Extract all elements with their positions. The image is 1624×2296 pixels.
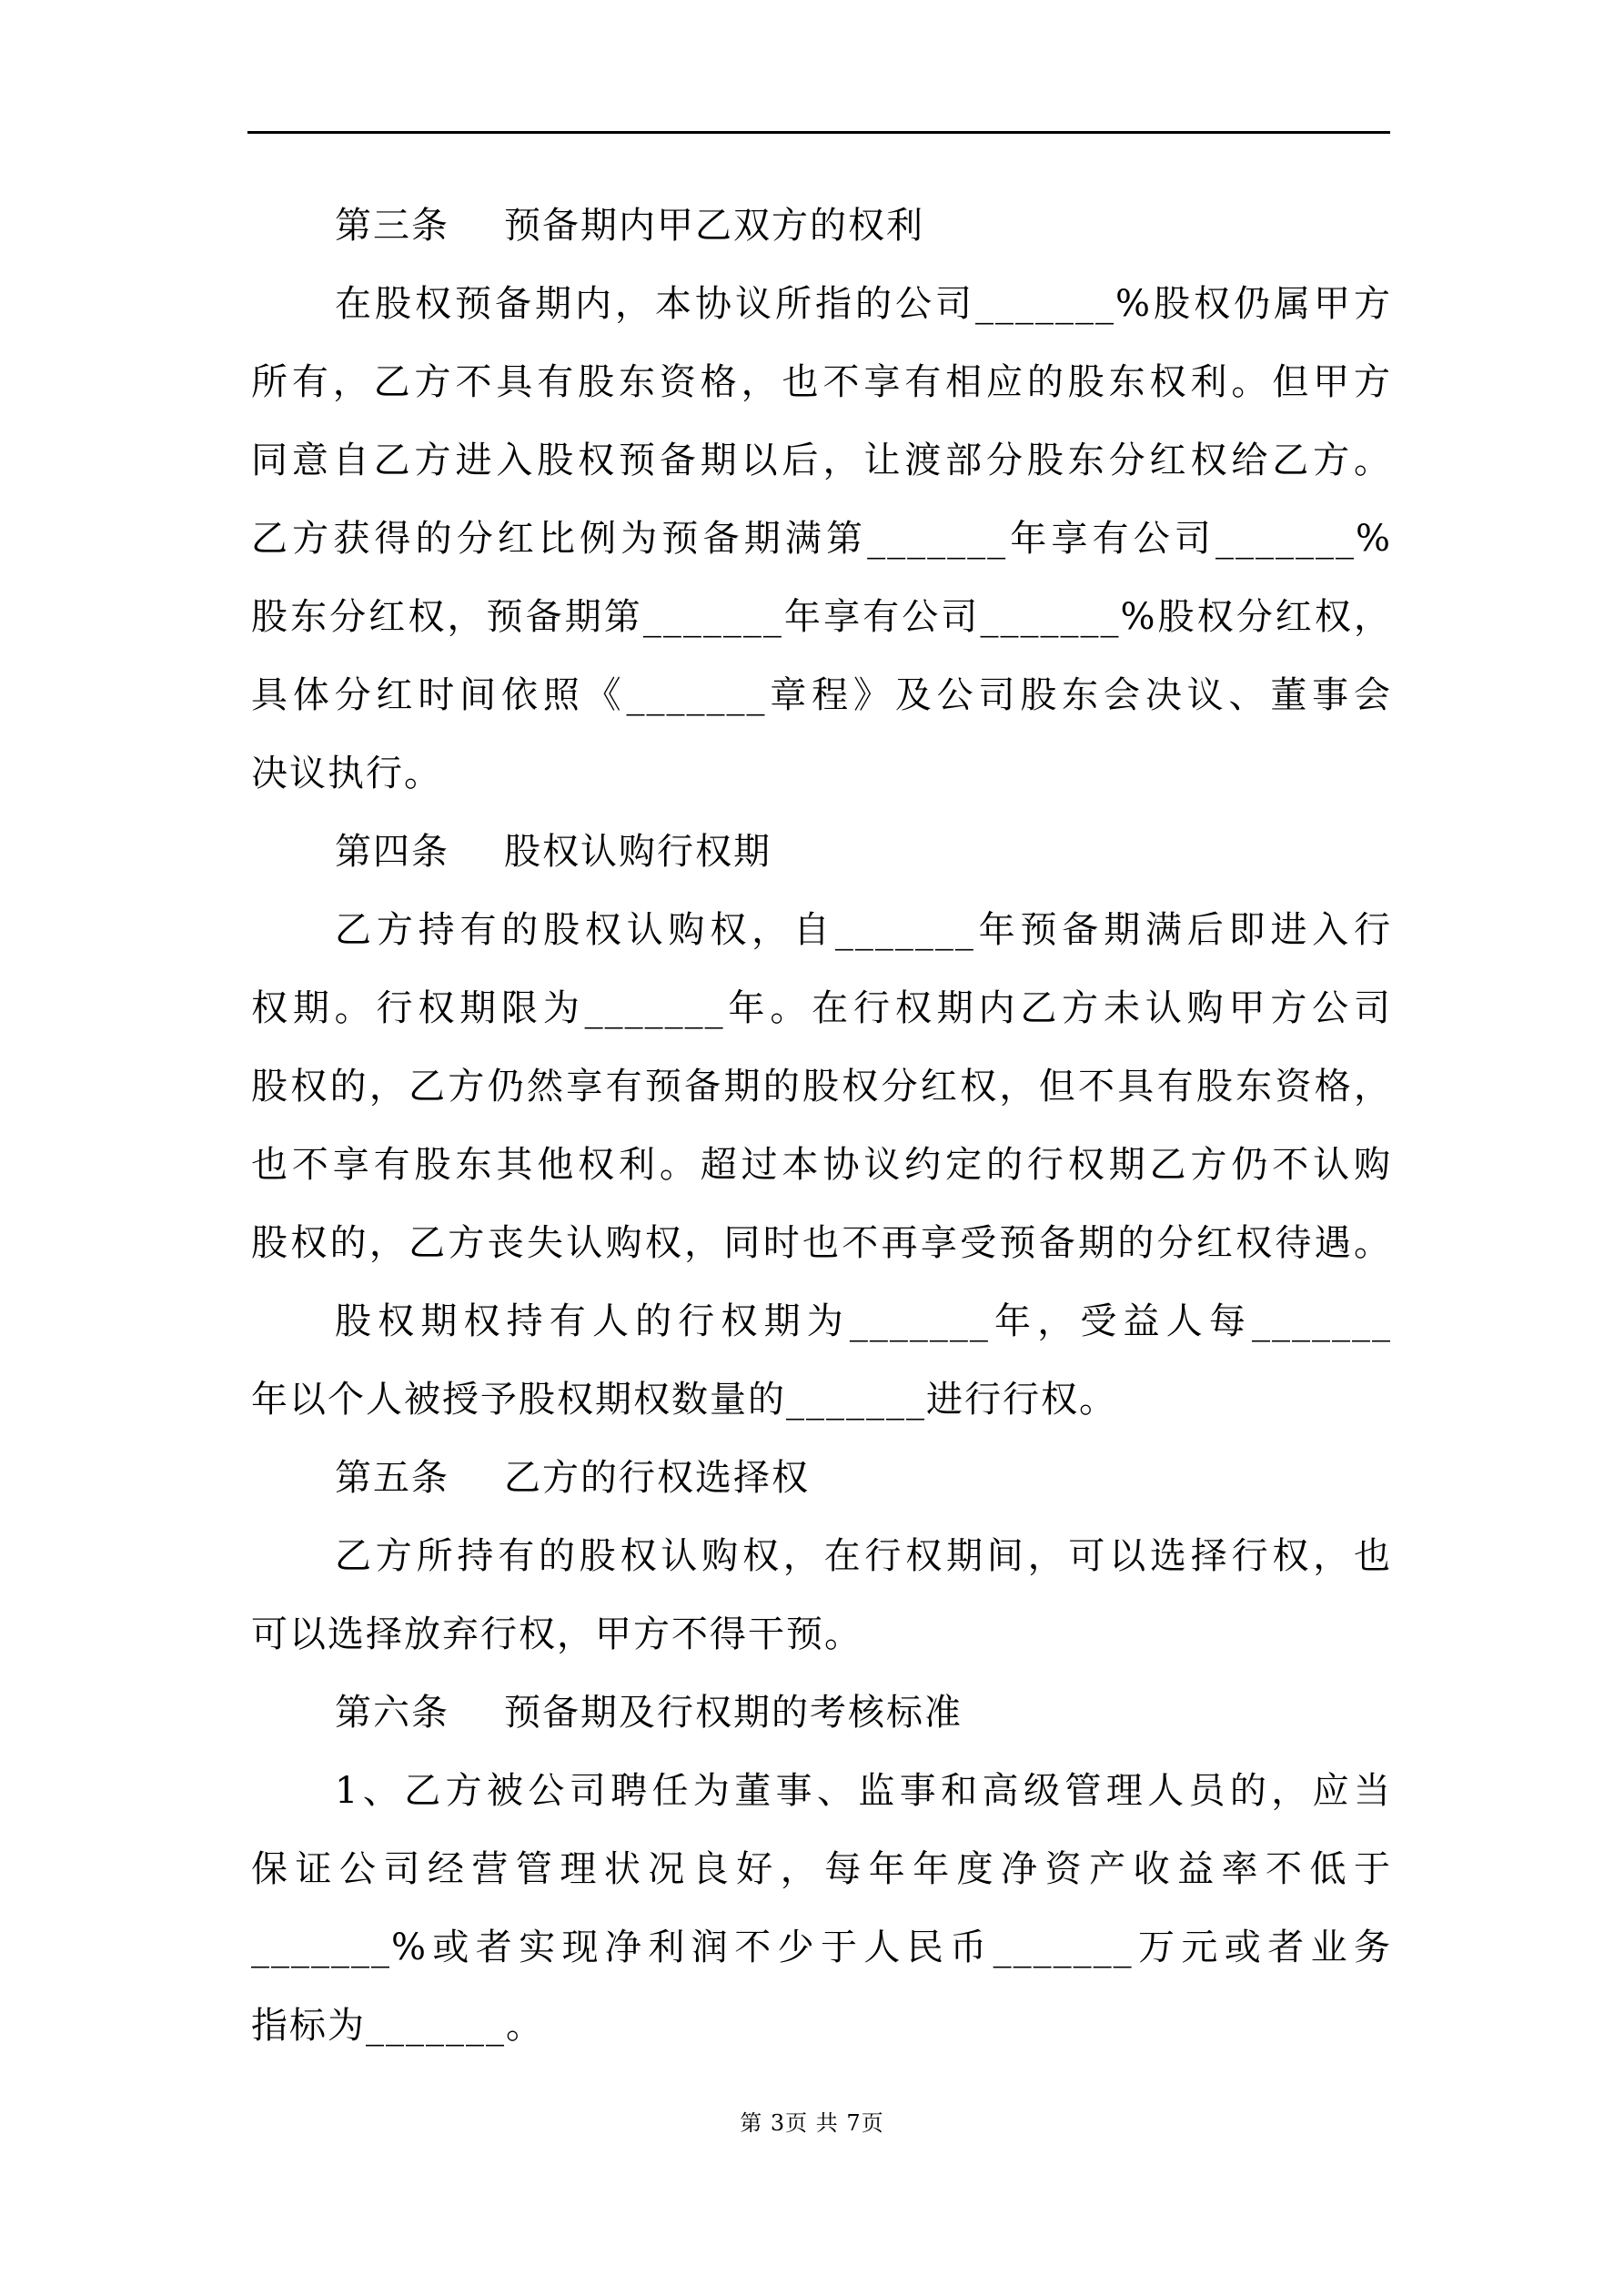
paragraph-line: 具体分红时间依照《_______章程》及公司股东会决议、董事会 [251,674,1392,716]
section-title: 预备期及行权期的考核标准 [504,1692,963,1734]
paragraph-line: _______%或者实现净利润不少于人民币_______万元或者业务 [251,1927,1392,1968]
section-number: 第三条 [335,205,449,247]
paragraph-line: 股权的，乙方仍然享有预备期的股权分红权，但不具有股东资格， [251,1066,1392,1108]
paragraph-line: 也不享有股东其他权利。超过本协议约定的行权期乙方仍不认购 [251,1144,1392,1186]
paragraph-line: 股权期权持有人的行权期为_______年，受益人每_______ [335,1300,1392,1342]
section-number: 第六条 [335,1692,449,1734]
page-number-footer: 第 3页 共 7页 [740,2110,884,2136]
paragraph-line: 权期。行权期限为_______年。在行权期内乙方未认购甲方公司 [251,987,1392,1029]
paragraph-line: 可以选择放弃行权，甲方不得干预。 [251,1613,862,1655]
document-body [251,187,1392,2065]
section-title: 乙方的行权选择权 [504,1457,810,1499]
paragraph-line: 乙方持有的股权认购权，自_______年预备期满后即进入行 [335,909,1392,951]
section-number: 第四条 [335,831,449,873]
paragraph-line: 乙方所持有的股权认购权，在行权期间，可以选择行权，也 [335,1535,1392,1577]
section-heading [251,187,1392,265]
paragraph-line: 乙方获得的分红比例为预备期满第_______年享有公司_______% [251,518,1392,560]
section-title: 股权认购行权期 [504,831,772,873]
paragraph-line: 在股权预备期内，本协议所指的公司_______%股权仍属甲方 [335,283,1392,325]
paragraph-line: 决议执行。 [251,753,442,794]
paragraph-line: 股东分红权，预备期第_______年享有公司_______%股权分红权， [251,596,1392,638]
paragraph-line: 所有，乙方不具有股东资格，也不享有相应的股东权利。但甲方 [251,361,1392,403]
paragraph-line: 年以个人被授予股权期权数量的_______进行行权。 [251,1379,1117,1421]
paragraph-line: 股权的，乙方丧失认购权，同时也不再享受预备期的分红权待遇。 [251,1222,1392,1264]
section-title: 预备期内甲乙双方的权利 [504,205,924,247]
paragraph-line: 1、乙方被公司聘任为董事、监事和高级管理人员的，应当 [335,1770,1392,1812]
section-heading [251,813,1392,891]
paragraph-line: 保证公司经营管理状况良好，每年年度净资产收益率不低于 [251,1848,1392,1890]
section-heading [251,1674,1392,1752]
paragraph-line: 同意自乙方进入股权预备期以后，让渡部分股东分红权给乙方。 [251,440,1392,481]
section-heading [251,1439,1392,1517]
paragraph-line: 指标为_______。 [251,2005,544,2047]
header-rule [247,131,1390,134]
section-number: 第五条 [335,1457,449,1499]
